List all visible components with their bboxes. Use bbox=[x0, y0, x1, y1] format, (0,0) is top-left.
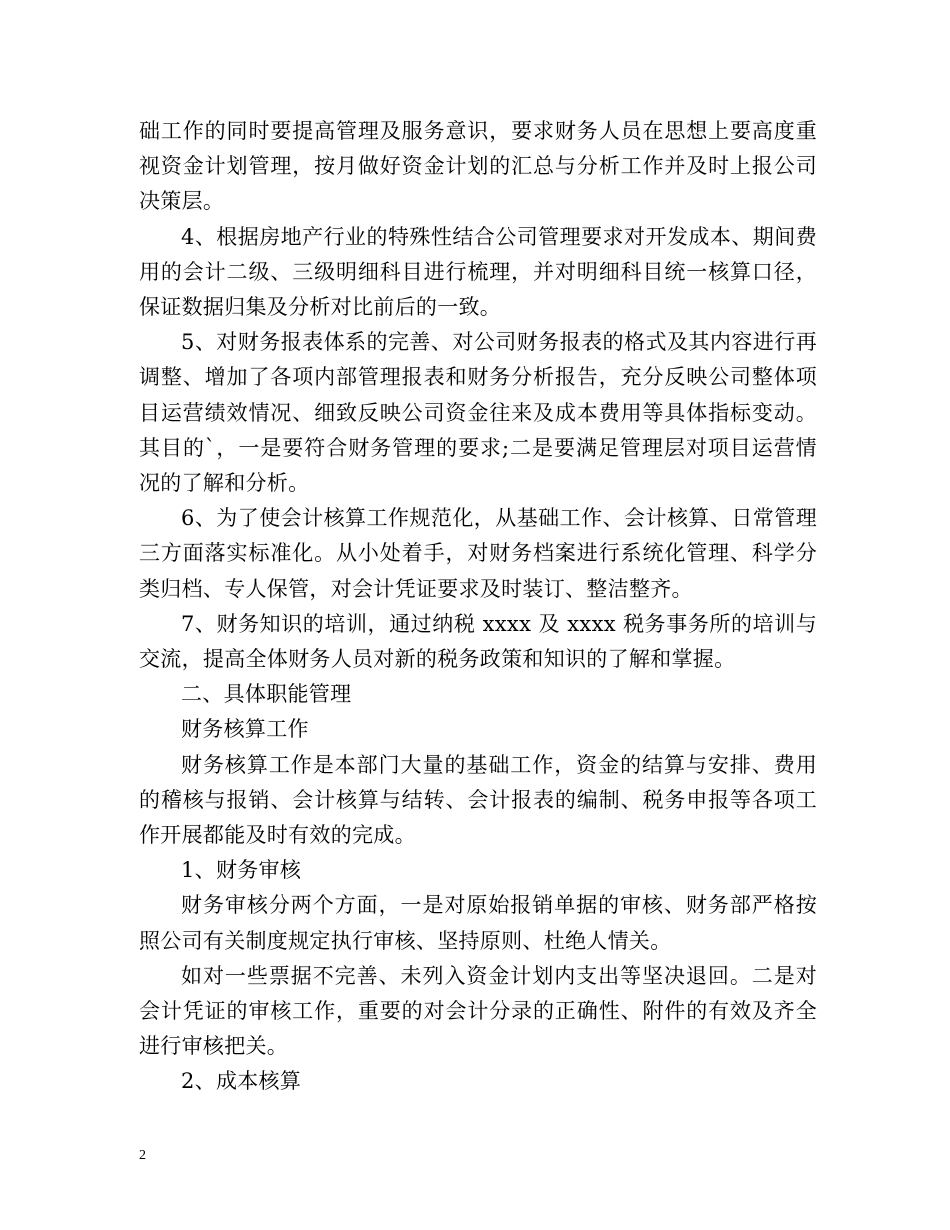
paragraph: 7、财务知识的培训，通过纳税 xxxx 及 xxxx 税务事务所的培训与交流，提高全体财务人员对新的税务政策和知识的了解和掌握。 bbox=[139, 611, 817, 672]
subsection-heading: 财务核算工作 bbox=[181, 717, 309, 742]
paragraph: 础工作的同时要提高管理及服务意识，要求财务人员在思想上要高度重视资金计划管理，按月做好资金计划的汇总与分析工作并及时上报公司决策层。 bbox=[139, 119, 817, 214]
paragraph: 如对一些票据不完善、未列入资金计划内支出等坚决退回。二是对会计凭证的审核工作，重要的对会计分录的正确性、附件的有效及齐全进行审核把关。 bbox=[139, 963, 817, 1059]
subsection-heading: 2、成本核算 bbox=[181, 1069, 302, 1094]
section-heading: 二、具体职能管理 bbox=[181, 682, 352, 707]
document-body bbox=[139, 114, 817, 1100]
paragraph: 6、为了使会计核算工作规范化，从基础工作、会计核算、日常管理三方面落实标准化。从小处着手，对财务档案进行系统化管理、科学分类归档、专人保管，对会计凭证要求及时装订、整洁整齐。 bbox=[139, 506, 817, 601]
page-number: 2 bbox=[139, 1148, 146, 1163]
subsection-heading: 1、财务审核 bbox=[181, 858, 302, 883]
paragraph: 财务核算工作是本部门大量的基础工作，资金的结算与安排、费用的稽核与报销、会计核算与结转、会计报表的编制、税务申报等各项工作开展都能及时有效的完成。 bbox=[139, 752, 817, 848]
paragraph: 4、根据房地产行业的特殊性结合公司管理要求对开发成本、期间费用的会计二级、三级明细科目进行梳理，并对明细科目统一核算口径，保证数据归集及分析对比前后的一致。 bbox=[139, 224, 817, 320]
paragraph: 5、对财务报表体系的完善、对公司财务报表的格式及其内容进行再调整、增加了各项内部管理报表和财务分析报告，充分反映公司整体项目运营绩效情况、细致反映公司资金往来及成本费用等具体指标变动。其目的`，一是要符合财务管理的要求;二是要满足管理层对项目运营情况的了解和分析。 bbox=[139, 330, 817, 496]
paragraph: 财务审核分两个方面，一是对原始报销单据的审核、财务部严格按照公司有关制度规定执行审核、坚持原则、杜绝人情关。 bbox=[139, 893, 817, 953]
